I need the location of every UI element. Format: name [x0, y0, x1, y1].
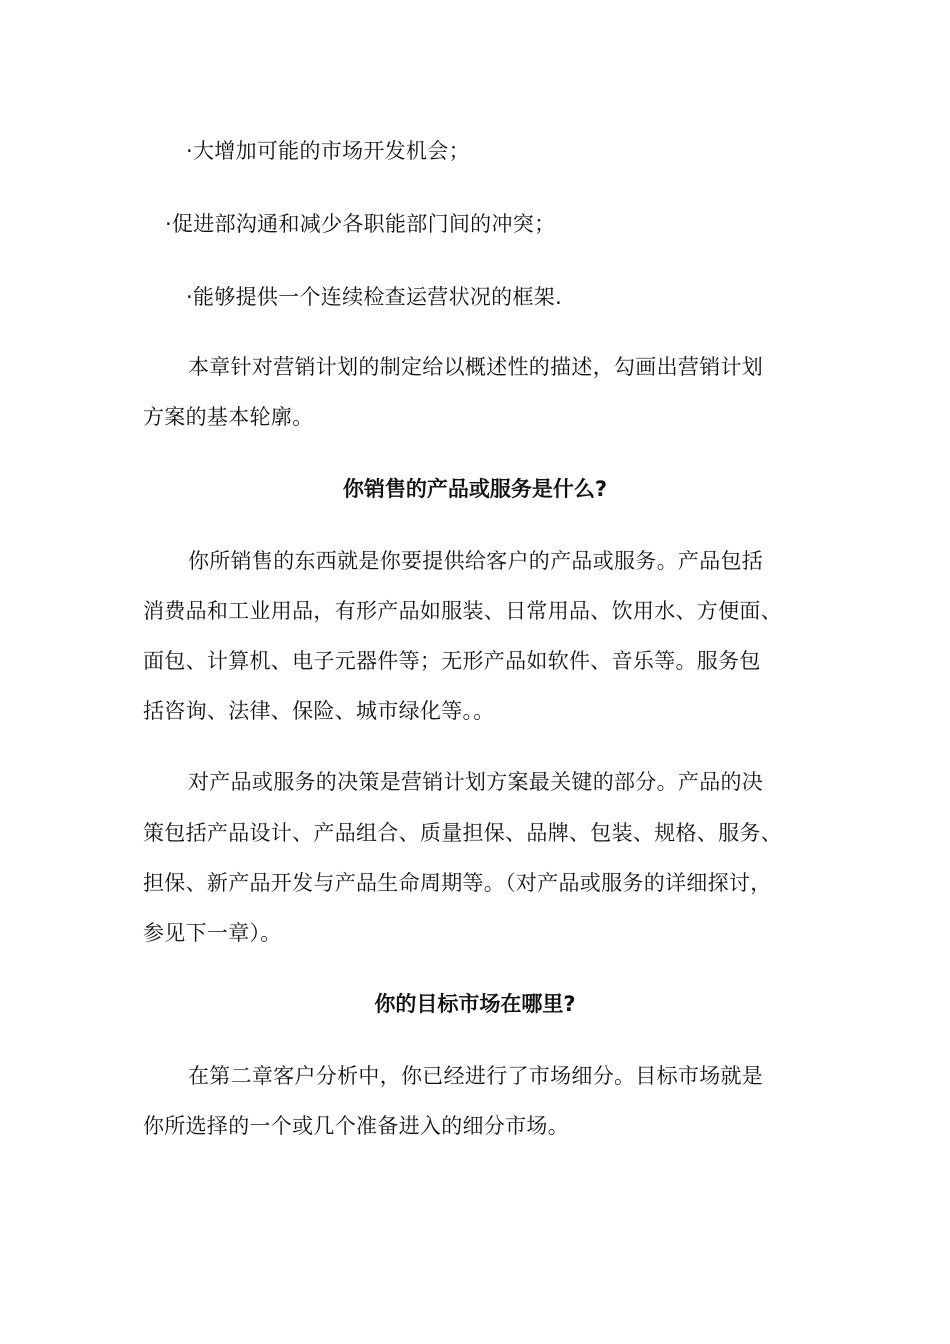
paragraph-line: 方案的基本轮廓。 — [143, 405, 314, 429]
section-heading: 你的目标市场在哪里? — [374, 992, 576, 1016]
paragraph-line: 在第二章客户分析中，你已经进行了市场细分。目标市场就是 — [188, 1064, 764, 1088]
paragraph-line: 担保、新产品开发与产品生命周期等。（对产品或服务的详细探讨， — [143, 871, 772, 895]
paragraph-line: 策包括产品设计、产品组合、质量担保、品牌、包装、规格、服务、 — [143, 821, 782, 845]
bullet-item: ·能够提供一个连续检查运营状况的框架. — [186, 285, 563, 309]
paragraph-line: 面包、计算机、电子元器件等；无形产品如软件、音乐等。服务包 — [143, 649, 761, 673]
paragraph-line: 你所销售的东西就是你要提供给客户的产品或服务。产品包括 — [188, 549, 764, 573]
paragraph-line: 消费品和工业用品，有形产品如服装、日常用品、饮用水、方便面、 — [143, 599, 782, 623]
bullet-item: ·大增加可能的市场开发机会； — [186, 139, 470, 163]
paragraph-line: 对产品或服务的决策是营销计划方案最关键的部分。产品的决 — [188, 770, 764, 794]
paragraph-line: 本章针对营销计划的制定给以概述性的描述，勾画出营销计划 — [188, 355, 764, 379]
section-heading: 你销售的产品或服务是什么? — [342, 477, 608, 501]
bullet-item: ·促进部沟通和减少各职能部门间的冲突； — [165, 212, 556, 236]
paragraph-line: 参见下一章）。 — [143, 921, 282, 945]
paragraph-line: 你所选择的一个或几个准备进入的细分市场。 — [143, 1114, 569, 1138]
paragraph-line: 括咨询、法律、保险、城市绿化等。。 — [143, 699, 495, 723]
